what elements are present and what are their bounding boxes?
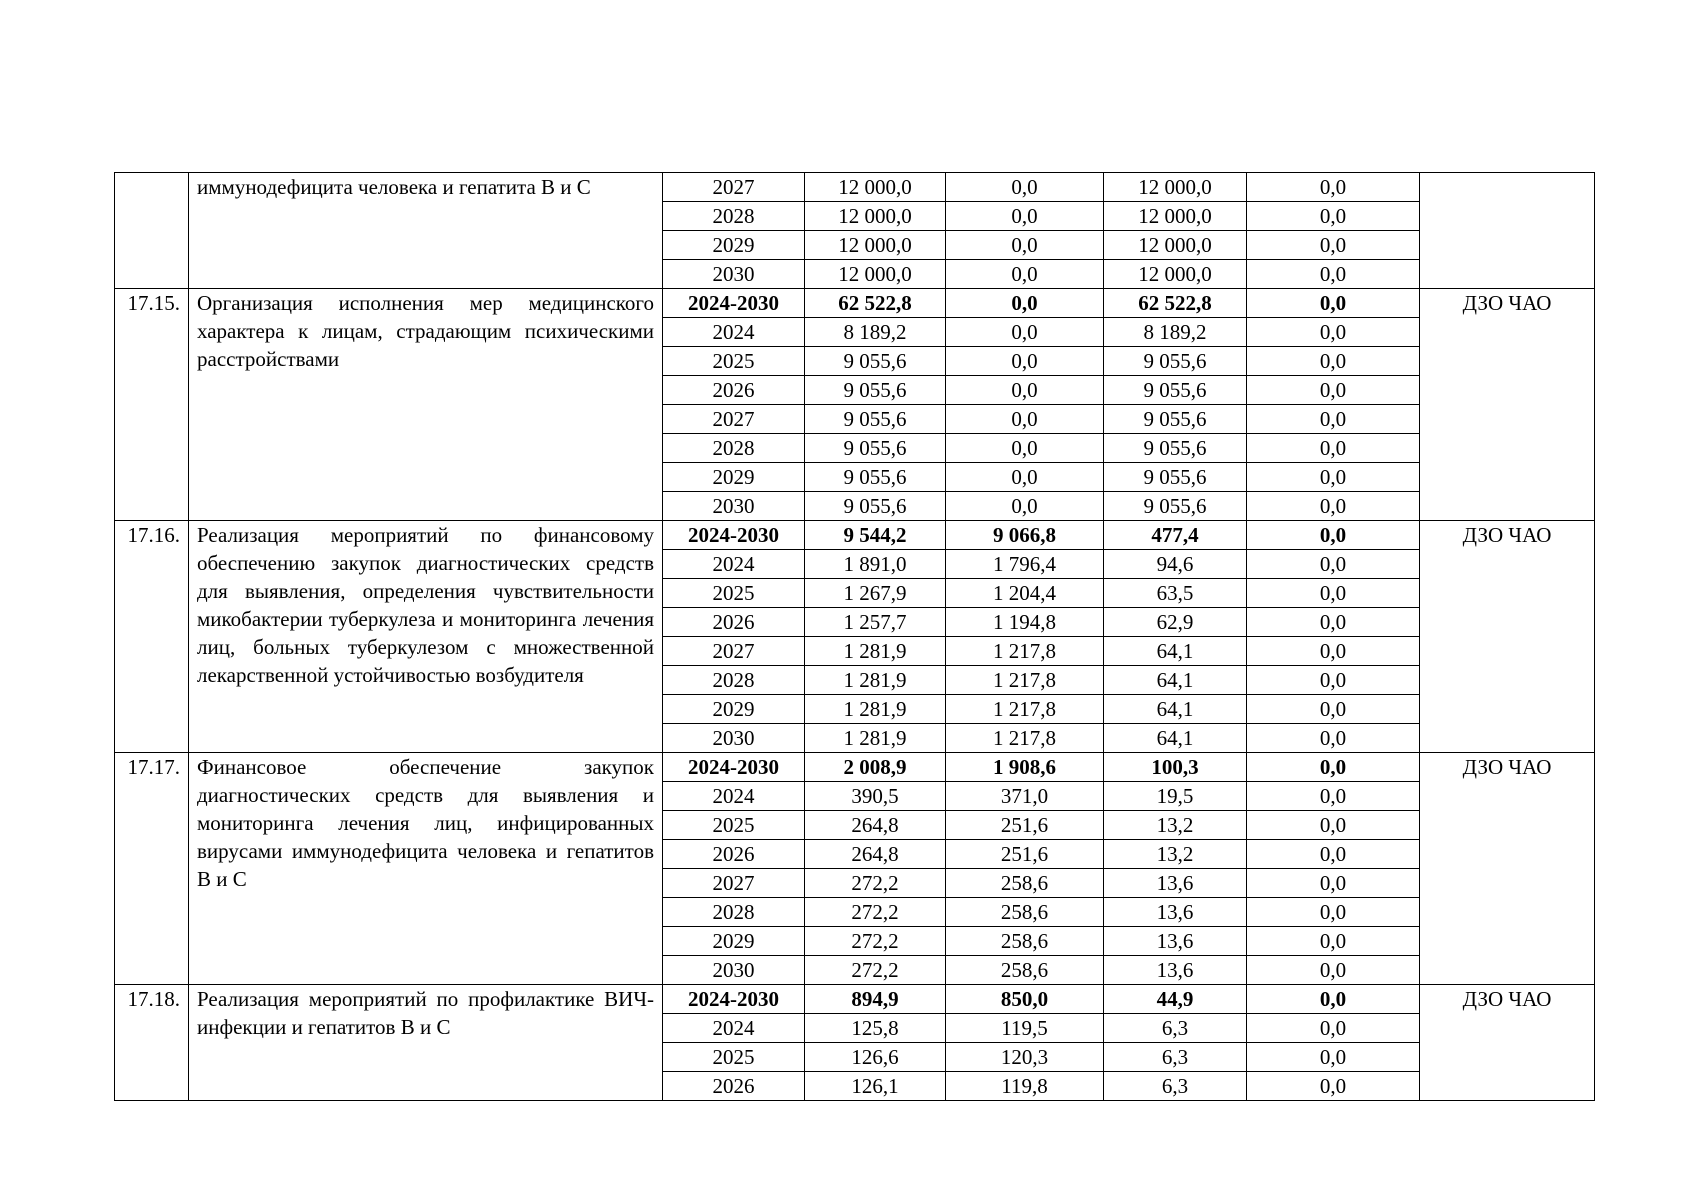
- row-number: 17.18.: [115, 985, 189, 1101]
- regional-budget-cell: 44,9: [1104, 985, 1247, 1014]
- activity-name: иммунодефицита человека и гепатита В и С: [189, 173, 663, 289]
- row-number: [115, 173, 189, 289]
- financing-table: [114, 172, 1595, 1101]
- year-cell: 2029: [663, 231, 805, 260]
- year-cell: 2024: [663, 550, 805, 579]
- regional-budget-cell: 12 000,0: [1104, 260, 1247, 289]
- other-sources-cell: 0,0: [1247, 782, 1420, 811]
- federal-budget-cell: 1 908,6: [946, 753, 1104, 782]
- federal-budget-cell: 251,6: [946, 811, 1104, 840]
- other-sources-cell: 0,0: [1247, 521, 1420, 550]
- total-amount-cell: 272,2: [805, 869, 946, 898]
- total-amount-cell: 1 891,0: [805, 550, 946, 579]
- regional-budget-cell: 8 189,2: [1104, 318, 1247, 347]
- federal-budget-cell: 0,0: [946, 289, 1104, 318]
- total-amount-cell: 1 281,9: [805, 637, 946, 666]
- federal-budget-cell: 1 194,8: [946, 608, 1104, 637]
- total-amount-cell: 1 281,9: [805, 724, 946, 753]
- executor-cell: [1420, 173, 1595, 289]
- regional-budget-cell: 477,4: [1104, 521, 1247, 550]
- table-row: [115, 753, 1595, 782]
- total-amount-cell: 9 055,6: [805, 463, 946, 492]
- year-cell: 2025: [663, 347, 805, 376]
- regional-budget-cell: 9 055,6: [1104, 347, 1247, 376]
- federal-budget-cell: 119,8: [946, 1072, 1104, 1101]
- total-amount-cell: 12 000,0: [805, 202, 946, 231]
- regional-budget-cell: 13,6: [1104, 898, 1247, 927]
- regional-budget-cell: 12 000,0: [1104, 202, 1247, 231]
- total-amount-cell: 62 522,8: [805, 289, 946, 318]
- year-cell: 2027: [663, 637, 805, 666]
- total-amount-cell: 12 000,0: [805, 260, 946, 289]
- regional-budget-cell: 12 000,0: [1104, 231, 1247, 260]
- total-amount-cell: 390,5: [805, 782, 946, 811]
- year-cell: 2028: [663, 666, 805, 695]
- other-sources-cell: 0,0: [1247, 1072, 1420, 1101]
- regional-budget-cell: 13,6: [1104, 956, 1247, 985]
- other-sources-cell: 0,0: [1247, 260, 1420, 289]
- year-cell: 2026: [663, 376, 805, 405]
- federal-budget-cell: 9 066,8: [946, 521, 1104, 550]
- other-sources-cell: 0,0: [1247, 927, 1420, 956]
- total-amount-cell: 1 281,9: [805, 695, 946, 724]
- regional-budget-cell: 9 055,6: [1104, 434, 1247, 463]
- regional-budget-cell: 64,1: [1104, 637, 1247, 666]
- total-amount-cell: 9 055,6: [805, 434, 946, 463]
- federal-budget-cell: 1 217,8: [946, 724, 1104, 753]
- federal-budget-cell: 120,3: [946, 1043, 1104, 1072]
- year-cell: 2025: [663, 811, 805, 840]
- total-amount-cell: 894,9: [805, 985, 946, 1014]
- other-sources-cell: 0,0: [1247, 608, 1420, 637]
- federal-budget-cell: 251,6: [946, 840, 1104, 869]
- federal-budget-cell: 1 217,8: [946, 637, 1104, 666]
- other-sources-cell: 0,0: [1247, 985, 1420, 1014]
- total-amount-cell: 8 189,2: [805, 318, 946, 347]
- other-sources-cell: 0,0: [1247, 898, 1420, 927]
- federal-budget-cell: 0,0: [946, 231, 1104, 260]
- regional-budget-cell: 9 055,6: [1104, 376, 1247, 405]
- other-sources-cell: 0,0: [1247, 579, 1420, 608]
- federal-budget-cell: 258,6: [946, 898, 1104, 927]
- table-row: [115, 985, 1595, 1014]
- federal-budget-cell: 1 204,4: [946, 579, 1104, 608]
- regional-budget-cell: 13,6: [1104, 927, 1247, 956]
- activity-name: Реализация мероприятий по профилактике ВИЧ-инфекции и гепатитов В и С: [189, 985, 663, 1101]
- regional-budget-cell: 94,6: [1104, 550, 1247, 579]
- federal-budget-cell: 1 217,8: [946, 695, 1104, 724]
- federal-budget-cell: 258,6: [946, 956, 1104, 985]
- total-amount-cell: 9 055,6: [805, 376, 946, 405]
- executor-cell: ДЗО ЧАО: [1420, 521, 1595, 753]
- federal-budget-cell: 0,0: [946, 260, 1104, 289]
- regional-budget-cell: 13,2: [1104, 811, 1247, 840]
- total-amount-cell: 264,8: [805, 811, 946, 840]
- row-number: 17.17.: [115, 753, 189, 985]
- other-sources-cell: 0,0: [1247, 173, 1420, 202]
- activity-name: Реализация мероприятий по финансовому обеспечению закупок диагностических средств для выявления, определения чувствительности микобактерии туберкулеза и мониторинга лечения лиц, больных туберкулезом с множественной лекарственной устойчивостью возбудителя: [189, 521, 663, 753]
- other-sources-cell: 0,0: [1247, 1014, 1420, 1043]
- executor-cell: ДЗО ЧАО: [1420, 985, 1595, 1101]
- executor-cell: ДЗО ЧАО: [1420, 753, 1595, 985]
- year-cell: 2028: [663, 434, 805, 463]
- federal-budget-cell: 0,0: [946, 434, 1104, 463]
- federal-budget-cell: 0,0: [946, 376, 1104, 405]
- year-cell: 2030: [663, 724, 805, 753]
- table-row: [115, 521, 1595, 550]
- year-cell: 2025: [663, 579, 805, 608]
- federal-budget-cell: 0,0: [946, 347, 1104, 376]
- total-amount-cell: 272,2: [805, 956, 946, 985]
- total-amount-cell: 125,8: [805, 1014, 946, 1043]
- total-amount-cell: 126,1: [805, 1072, 946, 1101]
- other-sources-cell: 0,0: [1247, 753, 1420, 782]
- federal-budget-cell: 1 217,8: [946, 666, 1104, 695]
- table-row: [115, 173, 1595, 202]
- federal-budget-cell: 371,0: [946, 782, 1104, 811]
- year-cell: 2025: [663, 1043, 805, 1072]
- regional-budget-cell: 19,5: [1104, 782, 1247, 811]
- federal-budget-cell: 0,0: [946, 463, 1104, 492]
- year-cell: 2027: [663, 869, 805, 898]
- federal-budget-cell: 0,0: [946, 202, 1104, 231]
- regional-budget-cell: 9 055,6: [1104, 405, 1247, 434]
- regional-budget-cell: 9 055,6: [1104, 492, 1247, 521]
- year-cell: 2024: [663, 782, 805, 811]
- total-amount-cell: 12 000,0: [805, 231, 946, 260]
- total-amount-cell: 1 267,9: [805, 579, 946, 608]
- year-cell: 2029: [663, 927, 805, 956]
- other-sources-cell: 0,0: [1247, 666, 1420, 695]
- regional-budget-cell: 64,1: [1104, 724, 1247, 753]
- year-cell: 2026: [663, 840, 805, 869]
- year-cell: 2027: [663, 173, 805, 202]
- year-cell: 2024: [663, 318, 805, 347]
- year-cell: 2029: [663, 463, 805, 492]
- total-amount-cell: 272,2: [805, 898, 946, 927]
- regional-budget-cell: 13,6: [1104, 869, 1247, 898]
- other-sources-cell: 0,0: [1247, 289, 1420, 318]
- regional-budget-cell: 12 000,0: [1104, 173, 1247, 202]
- row-number: 17.16.: [115, 521, 189, 753]
- total-amount-cell: 126,6: [805, 1043, 946, 1072]
- year-cell: 2029: [663, 695, 805, 724]
- year-cell: 2024: [663, 1014, 805, 1043]
- regional-budget-cell: 13,2: [1104, 840, 1247, 869]
- regional-budget-cell: 6,3: [1104, 1043, 1247, 1072]
- year-cell: 2024-2030: [663, 289, 805, 318]
- year-cell: 2026: [663, 1072, 805, 1101]
- other-sources-cell: 0,0: [1247, 231, 1420, 260]
- year-cell: 2030: [663, 492, 805, 521]
- regional-budget-cell: 63,5: [1104, 579, 1247, 608]
- federal-budget-cell: 1 796,4: [946, 550, 1104, 579]
- total-amount-cell: 1 281,9: [805, 666, 946, 695]
- year-cell: 2028: [663, 898, 805, 927]
- other-sources-cell: 0,0: [1247, 840, 1420, 869]
- federal-budget-cell: 258,6: [946, 869, 1104, 898]
- row-number: 17.15.: [115, 289, 189, 521]
- year-cell: 2024-2030: [663, 985, 805, 1014]
- year-cell: 2030: [663, 260, 805, 289]
- other-sources-cell: 0,0: [1247, 434, 1420, 463]
- year-cell: 2027: [663, 405, 805, 434]
- regional-budget-cell: 6,3: [1104, 1014, 1247, 1043]
- federal-budget-cell: 258,6: [946, 927, 1104, 956]
- other-sources-cell: 0,0: [1247, 695, 1420, 724]
- regional-budget-cell: 62,9: [1104, 608, 1247, 637]
- regional-budget-cell: 64,1: [1104, 695, 1247, 724]
- total-amount-cell: 9 544,2: [805, 521, 946, 550]
- other-sources-cell: 0,0: [1247, 347, 1420, 376]
- total-amount-cell: 9 055,6: [805, 405, 946, 434]
- other-sources-cell: 0,0: [1247, 724, 1420, 753]
- total-amount-cell: 264,8: [805, 840, 946, 869]
- total-amount-cell: 2 008,9: [805, 753, 946, 782]
- year-cell: 2024-2030: [663, 753, 805, 782]
- federal-budget-cell: 119,5: [946, 1014, 1104, 1043]
- year-cell: 2024-2030: [663, 521, 805, 550]
- regional-budget-cell: 64,1: [1104, 666, 1247, 695]
- other-sources-cell: 0,0: [1247, 318, 1420, 347]
- other-sources-cell: 0,0: [1247, 811, 1420, 840]
- total-amount-cell: 12 000,0: [805, 173, 946, 202]
- total-amount-cell: 272,2: [805, 927, 946, 956]
- other-sources-cell: 0,0: [1247, 637, 1420, 666]
- regional-budget-cell: 100,3: [1104, 753, 1247, 782]
- other-sources-cell: 0,0: [1247, 463, 1420, 492]
- total-amount-cell: 9 055,6: [805, 347, 946, 376]
- activity-name: Организация исполнения мер медицинского характера к лицам, страдающим психическими расстройствами: [189, 289, 663, 521]
- regional-budget-cell: 6,3: [1104, 1072, 1247, 1101]
- federal-budget-cell: 0,0: [946, 405, 1104, 434]
- other-sources-cell: 0,0: [1247, 202, 1420, 231]
- federal-budget-cell: 0,0: [946, 492, 1104, 521]
- other-sources-cell: 0,0: [1247, 405, 1420, 434]
- other-sources-cell: 0,0: [1247, 376, 1420, 405]
- table-row: [115, 289, 1595, 318]
- regional-budget-cell: 9 055,6: [1104, 463, 1247, 492]
- regional-budget-cell: 62 522,8: [1104, 289, 1247, 318]
- other-sources-cell: 0,0: [1247, 869, 1420, 898]
- year-cell: 2030: [663, 956, 805, 985]
- other-sources-cell: 0,0: [1247, 956, 1420, 985]
- executor-cell: ДЗО ЧАО: [1420, 289, 1595, 521]
- federal-budget-cell: 850,0: [946, 985, 1104, 1014]
- federal-budget-cell: 0,0: [946, 318, 1104, 347]
- year-cell: 2028: [663, 202, 805, 231]
- year-cell: 2026: [663, 608, 805, 637]
- total-amount-cell: 1 257,7: [805, 608, 946, 637]
- total-amount-cell: 9 055,6: [805, 492, 946, 521]
- activity-name: Финансовое обеспечение закупок диагностических средств для выявления и мониторинга лечения лиц, инфицированных вирусами иммунодефицита человека и гепатитов В и С: [189, 753, 663, 985]
- other-sources-cell: 0,0: [1247, 492, 1420, 521]
- federal-budget-cell: 0,0: [946, 173, 1104, 202]
- other-sources-cell: 0,0: [1247, 550, 1420, 579]
- other-sources-cell: 0,0: [1247, 1043, 1420, 1072]
